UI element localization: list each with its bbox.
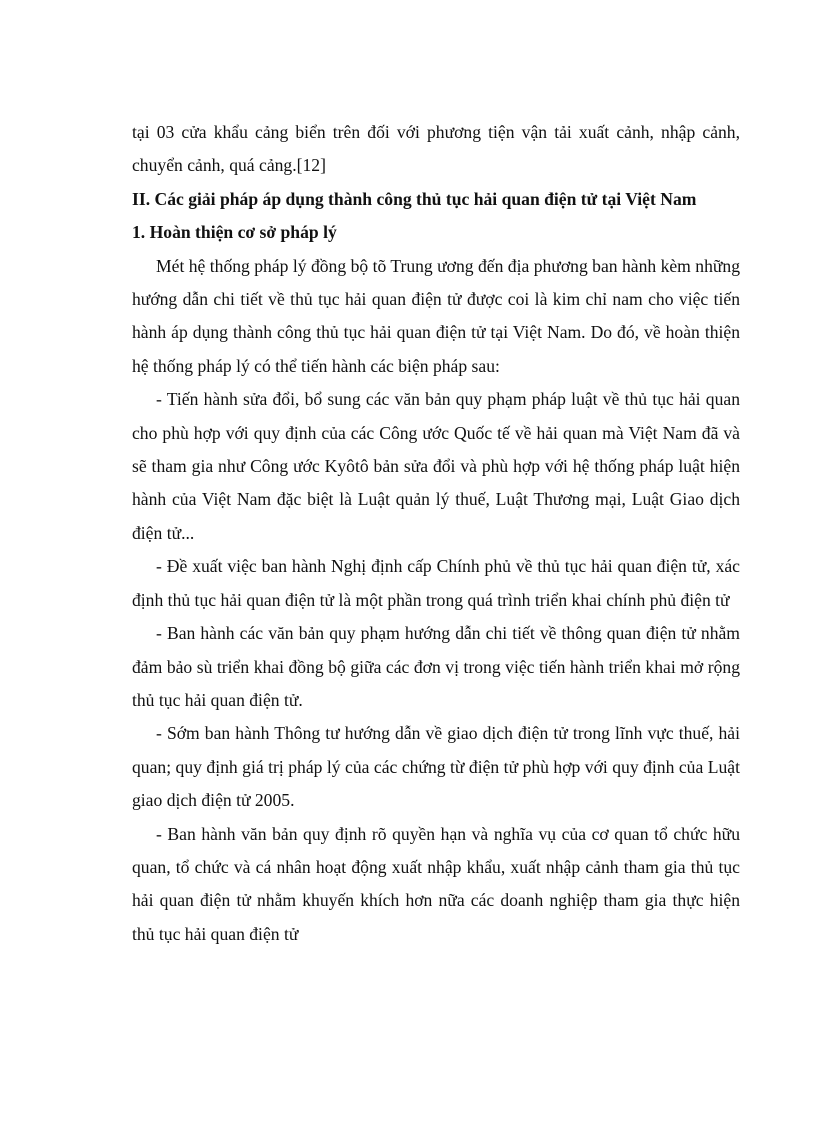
intro-paragraph: Mét hệ thống pháp lý đồng bộ tõ Trung ương đến địa phương ban hành kèm những hướng dẫn chi tiết về thủ tục hải quan điện tử được coi là kim chỉ nam cho việc tiến hành áp dụng thành công thủ tục hải quan điện tử tại Việt Nam. Do đó, về hoàn thiện hệ thống pháp lý có thể tiến hành các biện pháp sau:	[132, 255, 740, 376]
bullet-paragraph-4: - Sớm ban hành Thông tư hướng dẫn về giao dịch điện tử trong lĩnh vực thuế, hải quan; quy định giá trị pháp lý của các chứng từ điện tử phù hợp với quy định của Luật giao dịch điện tử 2005.	[132, 723, 740, 811]
bullet-paragraph-3: - Ban hành các văn bản quy phạm hướng dẫn chi tiết về thông quan điện tử nhằm đảm bảo sù triển khai đồng bộ giữa các đơn vị trong việc tiến hành triển khai mở rộng thủ tục hải quan điện tử.	[132, 623, 740, 710]
section-heading: II. Các giải pháp áp dụng thành công thủ tục hải quan điện tử tại Việt Nam	[132, 188, 697, 209]
bullet-paragraph-1: - Tiến hành sửa đổi, bổ sung các văn bản quy phạm pháp luật về thủ tục hải quan cho phù hợp với quy định của các Công ước Quốc tế về hải quan mà Việt Nam đã và sẽ tham gia như Công ước Kyôtô bản sửa đổi và phù hợp với hệ thống pháp luật hiện hành của Việt Nam đặc biệt là Luật quản lý thuế, Luật Thương mại, Luật Giao dịch điện tử...	[132, 389, 740, 543]
document-body	[132, 116, 740, 951]
subsection-heading: 1. Hoàn thiện cơ sở pháp lý	[132, 222, 337, 243]
continuation-paragraph: tại 03 cửa khẩu cảng biển trên đối với phương tiện vận tải xuất cảnh, nhập cảnh, chuyển cảnh, quá cảng.[12]	[132, 122, 740, 176]
bullet-paragraph-2: - Đề xuất việc ban hành Nghị định cấp Chính phủ về thủ tục hải quan điện tử, xác định thủ tục hải quan điện tử là một phần trong quá trình triển khai chính phủ điện tử	[132, 556, 740, 610]
bullet-paragraph-5: - Ban hành văn bản quy định rõ quyền hạn và nghĩa vụ của cơ quan tổ chức hữu quan, tổ chức và cá nhân hoạt động xuất nhập khẩu, xuất nhập cảnh tham gia thủ tục hải quan điện tử nhằm khuyến khích hơn nữa các doanh nghiệp tham gia thực hiện thủ tục hải quan điện tử	[132, 823, 740, 944]
